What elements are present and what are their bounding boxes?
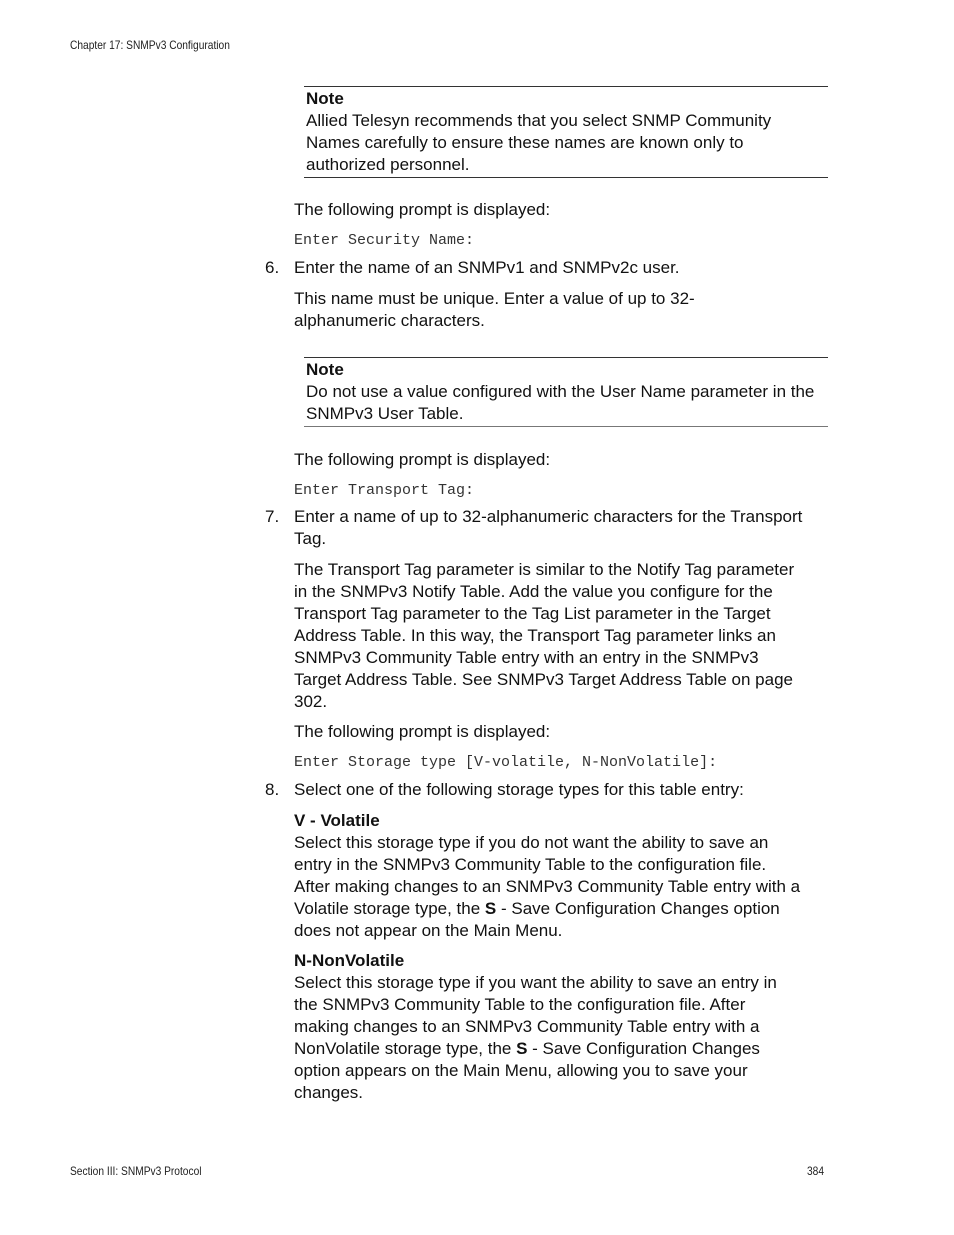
note-box — [304, 86, 828, 178]
step-number: 8. — [265, 780, 280, 799]
running-footer: Section III: SNMPv3 Protocol — [70, 1164, 202, 1178]
note-text: Allied Telesyn recommends that you select SNMP Community Names carefully to ensure these names are known only to authorized personnel. — [306, 111, 772, 174]
prompt-intro: The following prompt is displayed: — [294, 200, 551, 219]
option-title: V - Volatile — [294, 811, 380, 830]
step-text: Enter the name of an SNMPv1 and SNMPv2c user. — [294, 258, 680, 277]
note-box — [304, 357, 828, 427]
step-detail: The Transport Tag parameter is similar to the Notify Tag parameter in the SNMPv3 Notify Table. Add the value you configure for the Transport Tag parameter to the Tag List parameter in the Target Address Table. In this way, the Transport Tag parameter links an SNMPv3 Community Table entry with an entry in the SNMPv3 Target Address Table. See SNMPv3 Target Address Table on page 302. — [294, 560, 795, 711]
step-text: Enter a name of up to 32-alphanumeric characters for the Transport Tag. — [294, 507, 803, 548]
step-detail: This name must be unique. Enter a value of up to 32-alphanumeric characters. — [294, 289, 695, 330]
step-number: 7. — [265, 507, 280, 526]
prompt-intro: The following prompt is displayed: — [294, 450, 551, 469]
prompt-storage-type: Enter Storage type [V-volatile, N-NonVolatile]: — [294, 754, 718, 771]
page-number: 384 — [807, 1164, 825, 1178]
prompt-transport-tag: Enter Transport Tag: — [294, 482, 475, 499]
step-text: Select one of the following storage types for this table entry: — [294, 780, 744, 799]
option-title: N-NonVolatile — [294, 951, 405, 970]
option-description: Select this storage type if you want the ability to save an entry in the SNMPv3 Community Table to the configuration file. After making changes to an SNMPv3 Community Table entry with a NonVolatile storage type, the S - Save Configuration Changes option appears on the Main Menu, allowing you to save your changes. — [294, 973, 777, 1102]
note-title: Note — [306, 360, 344, 379]
option-description: Select this storage type if you do not want the ability to save an entry in the SNMPv3 Community Table to the configuration file. After making changes to an SNMPv3 Community Table entry with a Volatile storage type, the S - Save Configuration Changes option does not appear on the Main Menu. — [294, 833, 801, 940]
prompt-security-name: Enter Security Name: — [294, 232, 475, 249]
note-title: Note — [306, 89, 344, 108]
prompt-intro: The following prompt is displayed: — [294, 722, 551, 741]
storage-option-volatile — [294, 810, 804, 942]
step-number: 6. — [265, 258, 280, 277]
storage-option-nonvolatile — [294, 950, 804, 1104]
note-text: Do not use a value configured with the User Name parameter in the SNMPv3 User Table. — [306, 382, 815, 423]
running-header: Chapter 17: SNMPv3 Configuration — [70, 38, 230, 52]
